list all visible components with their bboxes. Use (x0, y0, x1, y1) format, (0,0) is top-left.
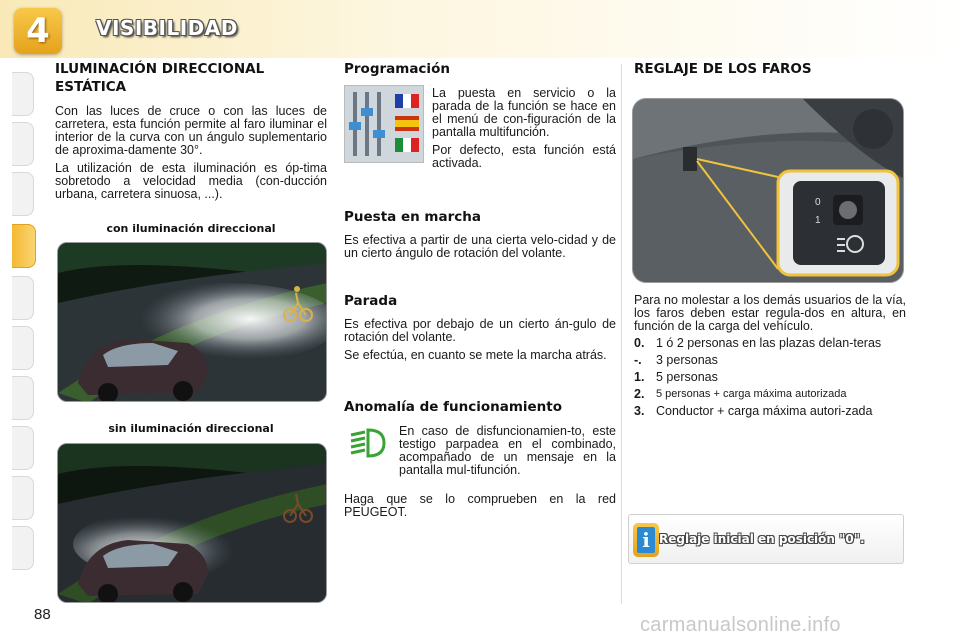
info-icon: i (633, 523, 659, 557)
list-item: 1. 5 personas (634, 370, 718, 384)
section-title-anomalia: Anomalía de funcionamiento (344, 399, 563, 415)
chapter-tab[interactable] (12, 122, 34, 166)
chapter-side-tabs (12, 72, 34, 572)
list-item: 3. Conductor + carga máxima autori-zada (634, 404, 873, 418)
svg-text:1: 1 (815, 215, 821, 226)
column-reglaje (634, 60, 906, 78)
chapter-tab[interactable] (12, 426, 34, 470)
chapter-tab[interactable] (12, 72, 34, 116)
adjuster-closeup (778, 171, 898, 275)
list-item: 0. 1 ó 2 personas en las plazas delan-teras (634, 336, 882, 350)
section-title-reglaje: REGLAJE DE LOS FAROS (634, 61, 812, 77)
column-iluminacion (55, 60, 327, 201)
svg-text:0: 0 (815, 197, 821, 208)
anomalia-para1: En caso de disfuncionamien-to, este testigo parpadea en el combinado, acompañado de un mensaje en la pantalla mul-tifunción. (399, 424, 616, 477)
chapter-tab[interactable] (12, 526, 34, 570)
headlamp-warning-icon (348, 426, 388, 456)
chapter-badge: 4 (14, 8, 62, 54)
dashboard-photo-headlamp-adjuster (632, 98, 904, 283)
flag-fr (395, 94, 419, 108)
parada-para1: Es efectiva por debajo de un cierto án-gulo de rotación del volante. (344, 317, 616, 344)
anomalia-para2: Haga que se lo comprueben en la red PEUGEOT. (344, 492, 616, 519)
column-programacion (344, 60, 616, 519)
section-title-programacion: Programación (344, 61, 450, 77)
caption-with-directional: con iluminación direccional (106, 222, 276, 235)
section-title-puesta: Puesta en marcha (344, 209, 481, 225)
iluminacion-para1: Con las luces de cruce o con las luces de carretera, esta función permite al faro iluminar el interior de la curva con un ángulo suplementario de aproxima-damente 30°. (55, 104, 327, 157)
chapter-tab[interactable] (12, 276, 34, 320)
reglaje-body (634, 294, 906, 418)
page-number: 88 (34, 606, 51, 623)
info-box (628, 514, 904, 564)
caption-without-directional: sin iluminación direccional (108, 422, 274, 435)
section-title-parada: Parada (344, 293, 398, 309)
night-photo-with-directional (57, 242, 327, 402)
night-photo-without-directional (57, 443, 327, 603)
chapter-tab[interactable] (12, 476, 34, 520)
programacion-para2: Por defecto, esta función está activada. (432, 143, 616, 170)
flag-it (395, 138, 419, 152)
chapter-title: VISIBILIDAD (96, 16, 238, 40)
puesta-para: Es efectiva a partir de una cierta velo-cidad y de un cierto ángulo de rotación del volante. (344, 233, 616, 260)
chapter-tab[interactable] (12, 172, 34, 216)
iluminacion-para2: La utilización de esta iluminación es óp-tima sobretodo a velocidad media (con-ducción urbana, carretera sinuosa, ...). (55, 161, 327, 201)
list-item: 2. 5 personas + carga máxima autorizada (634, 387, 847, 401)
chapter-tab-active[interactable] (12, 224, 36, 268)
reglaje-para: Para no molestar a los demás usuarios de la vía, los faros deben estar regula-dos en altura, en función de la carga del vehículo. (634, 293, 906, 333)
display-settings-icon (344, 85, 424, 163)
flag-es (395, 116, 419, 131)
programacion-para1: La puesta en servicio o la parada de la función se hace en el menú de con-figuración de la pantalla multifunción. (432, 86, 616, 139)
list-item: -. 3 personas (634, 353, 718, 367)
chapter-tab[interactable] (12, 326, 34, 370)
watermark: carmanualsonline.info (640, 614, 841, 636)
chapter-tab[interactable] (12, 376, 34, 420)
info-text: Reglaje inicial en posición "0". (659, 532, 865, 546)
section-title-iluminacion: ILUMINACIÓN DIRECCIONAL ESTÁTICA (55, 61, 265, 95)
parada-para2: Se efectúa, en cuanto se mete la marcha atrás. (344, 348, 607, 362)
column-divider (621, 64, 622, 604)
